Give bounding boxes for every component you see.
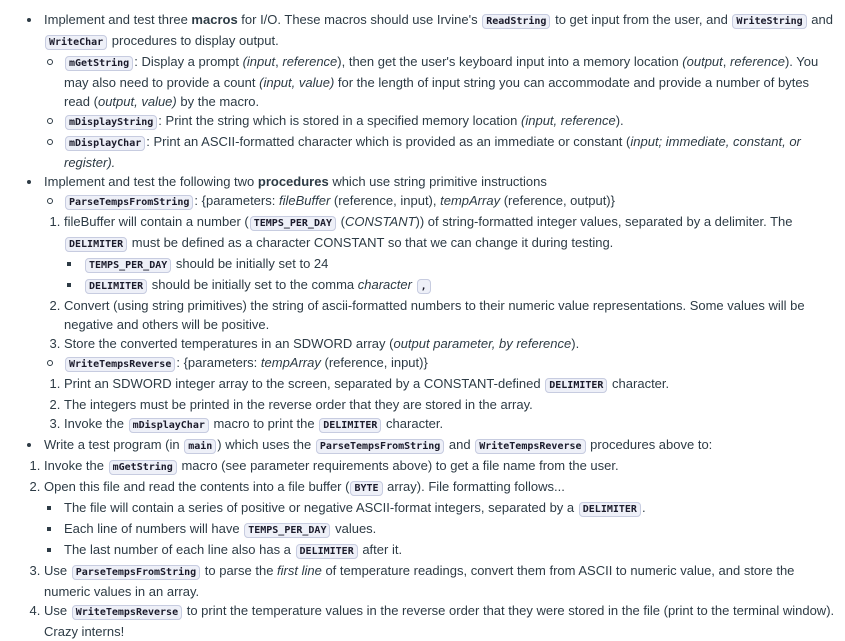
text: Print an SDWORD integer array to the screen, separated by a CONSTANT-defined [64,376,545,391]
italic: (input, reference [521,113,616,128]
macro-mdisplaychar [64,132,837,172]
text: for I/O. These macros should use Irvine's [237,12,482,27]
text: values. [331,521,377,536]
text: for the length of input string you can accommodate and provide a number of bytes read ( [64,75,810,109]
write-step-3 [64,414,837,435]
code-temps-per-day: TEMPS_PER_DAY [85,258,171,273]
text: (reference, output)} [500,193,615,208]
italic: output parameter, by reference [393,336,572,351]
italic: reference [282,54,338,69]
italic: character [357,277,412,292]
parse-step-2: 2. Convert (using string primitives) the string of ascii-formatted numbers to their numeric value representations. Some values will be negative and others will be positive. [64,296,837,334]
constant-delimiter [84,275,837,296]
test-step-3 [44,561,837,601]
text: and [445,437,475,452]
text: fileBuffer will contain a number ( [64,214,249,229]
text: character. [382,416,444,431]
code-mgetstring: mGetString [65,56,133,71]
code-writetempsreverse: WriteTempsReverse [475,439,585,454]
text: ), then get the user's keyboard input into a memory location [337,54,683,69]
code-comma: , [417,279,431,294]
file-format-list [44,498,837,561]
text: should be initially set to 24 [172,256,329,271]
italic: fileBuffer [278,193,331,208]
text: : {parameters: [194,193,279,208]
file-format-item [64,519,837,540]
code-mdisplaystring: mDisplayString [65,115,157,130]
requirement-procedures [44,172,837,435]
text: Write a test program (in [44,437,184,452]
text: ). You may also need to provide a count [64,54,819,90]
text: Use [44,603,71,618]
parse-step-3 [64,334,837,353]
italic: input; immediate, constant, or register). [64,134,801,170]
text: Store the converted temperatures in an SDWORD array ( [64,336,394,351]
italic: reference [730,54,785,69]
text: should be initially set to the comma [148,277,358,292]
code-readstring: ReadString [482,14,550,29]
text: (reference, input)} [320,355,428,370]
text: procedures above to: [586,437,713,452]
italic: tempArray [260,355,321,370]
italic: CONSTANT [344,214,416,229]
test-step-2 [44,477,837,561]
file-format-item [64,540,837,561]
code-delimiter: DELIMITER [579,502,641,517]
procedure-writetempsreverse [64,353,837,435]
italic: (output [682,54,723,69]
text: Use [44,563,71,578]
bold-procedures: procedures [257,174,329,189]
text: after it. [358,542,403,557]
text: : Print the string which is stored in a specified memory location [158,113,522,128]
code-parsetempsfromstring: ParseTempsFromString [65,195,193,210]
code-temps-per-day: TEMPS_PER_DAY [244,523,330,538]
macro-mgetstring [64,52,837,111]
test-steps [24,456,837,641]
text: Implement and test the following two [44,174,258,189]
code-byte: BYTE [350,481,382,496]
file-format-item [64,498,837,519]
text: which use string primitive instructions [328,174,547,189]
code-mgetstring: mGetString [109,460,177,475]
text: Implement and test three [44,12,192,27]
italic: (input [242,54,276,69]
code-mdisplaychar: mDisplayChar [65,136,145,151]
constant-temps-per-day [84,254,837,275]
text: to print the temperature values in the reverse order that they were stored in the file (print to the terminal window). Crazy interns! [44,603,835,639]
text: to parse the [201,563,278,578]
procedure-parsetempsfromstring [64,191,837,353]
text: macro (see parameter requirements above) to get a file name from the user. [177,458,619,473]
text: : Display a prompt [134,54,243,69]
text: and [807,12,833,27]
text: : Print an ASCII-formatted character which is provided as an immediate or constant ( [146,134,631,149]
text: ) which uses the [217,437,315,452]
text: of temperature readings, convert them from ASCII to numeric value, and store the numeric values in an array. [44,563,795,599]
code-parsetempsfromstring: ParseTempsFromString [72,565,200,580]
text: Invoke the [64,416,128,431]
italic: output, value) [97,94,177,109]
code-writetempsreverse: WriteTempsReverse [65,357,175,372]
test-step-4 [44,601,837,641]
requirement-macros [44,10,837,172]
text: The last number of each line also has a [64,542,295,557]
text: , [722,54,731,69]
write-step-1 [64,374,837,395]
text: procedures to display output. [108,33,279,48]
text: ). [615,113,624,128]
bold-macros: macros [191,12,238,27]
text: The file will contain a series of positive or negative ASCII-format integers, separated by a [64,500,578,515]
text: character. [608,376,670,391]
constant-list [64,254,837,296]
procedure-list [44,191,837,435]
italic: first line [277,563,322,578]
text: to get input from the user, and [551,12,732,27]
text: must be defined as a character CONSTANT so that we can change it during testing. [128,235,614,250]
parse-steps [44,212,837,353]
code-delimiter: DELIMITER [545,378,607,393]
code-mdisplaychar: mDisplayChar [129,418,209,433]
text: . [641,500,646,515]
text: : {parameters: [176,355,261,370]
code-delimiter: DELIMITER [65,237,127,252]
requirements-list [8,10,837,641]
text: by the macro. [176,94,260,109]
text: , [275,54,283,69]
text: )) of string-formatted integer values, separated by a delimiter. The [415,214,793,229]
text: Open this file and read the contents into a file buffer ( [44,479,350,494]
text: ( [337,214,345,229]
text: array). File formatting follows... [383,479,565,494]
test-step-1 [44,456,837,477]
italic: (input, value) [259,75,335,90]
macro-list [44,52,837,172]
text: (reference, input), [330,193,441,208]
write-step-2: 2. The integers must be printed in the reverse order that they are stored in the array. [64,395,837,414]
code-writetempsreverse: WriteTempsReverse [72,605,182,620]
macro-mdisplaystring [64,111,837,132]
code-delimiter: DELIMITER [296,544,358,559]
code-main: main [184,439,216,454]
code-writechar: WriteChar [45,35,107,50]
code-delimiter: DELIMITER [85,279,147,294]
parse-step-1 [64,212,837,296]
text: Invoke the [44,458,108,473]
code-temps-per-day: TEMPS_PER_DAY [250,216,336,231]
code-writestring: WriteString [732,14,806,29]
code-parsetempsfromstring: ParseTempsFromString [316,439,444,454]
text: Each line of numbers will have [64,521,244,536]
text: macro to print the [209,416,319,431]
italic: tempArray [440,193,501,208]
write-steps [44,374,837,435]
text: ). [571,336,580,351]
requirement-test-program [44,435,837,641]
code-delimiter: DELIMITER [319,418,381,433]
